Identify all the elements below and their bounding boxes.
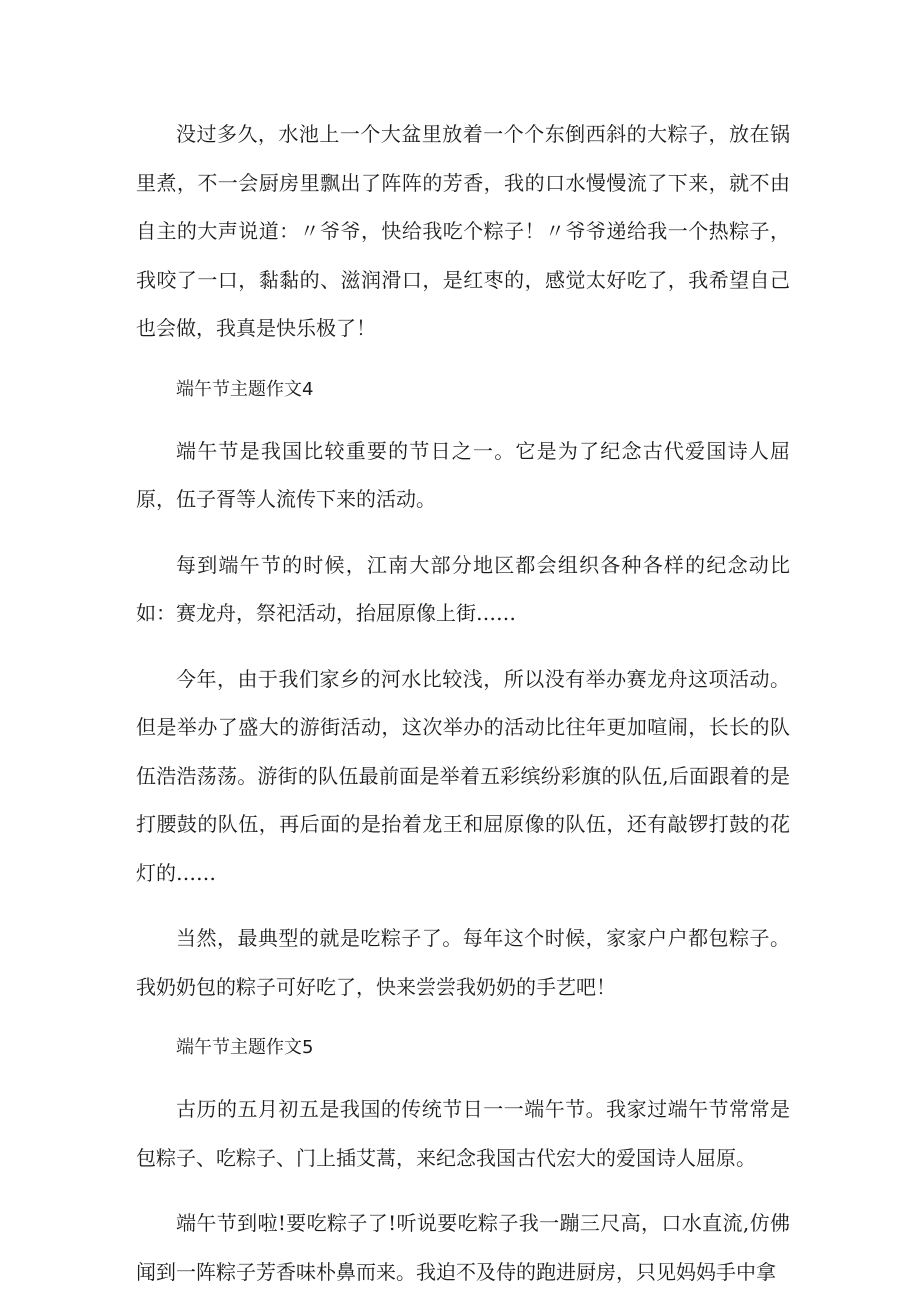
paragraph: 古历的五月初五是我国的传统节日一一端午节。我家过端午节常常是包粽子、吃粽子、门上插艾蒿，来纪念我国古代宏大的爱国诗人屈原。 — [136, 1097, 790, 1170]
paragraph: 端午节是我国比较重要的节日之一。它是为了纪念古代爱国诗人屈原，伍子胥等人流传下来的活动。 — [136, 438, 790, 511]
paragraph: 今年，由于我们家乡的河水比较浅，所以没有举办赛龙舟这项活动。但是举办了盛大的游街活动，这次举办的活动比往年更加喧闹，长长的队伍浩浩荡荡。游街的队伍最前面是举着五彩缤纷彩旗的队伍,后面跟着的是打腰鼓的队伍，再后面的是抬着龙王和屈原像的队伍，还有敲锣打鼓的花灯的…… — [136, 666, 790, 885]
paragraph: 当然，最典型的就是吃粽子了。每年这个时候，家家户户都包粽子。我奶奶包的粽子可好吃了，快来尝尝我奶奶的手艺吧！ — [136, 926, 790, 999]
section-heading: 端午节主题作文5 — [176, 1037, 314, 1058]
document-page — [136, 110, 790, 1313]
paragraph: 端午节到啦!要吃粽子了!听说要吃粽子我一蹦三尺高，口水直流,仿佛闻到一阵粽子芳香味朴鼻而来。我迫不及侍的跑进厨房，只见妈妈手中拿 — [136, 1211, 790, 1284]
section-heading: 端午节主题作文4 — [176, 378, 314, 400]
paragraph: 每到端午节的时候，江南大部分地区都会组织各种各样的纪念动比如：赛龙舟，祭祀活动，抬屈原像上街…… — [136, 552, 790, 625]
paragraph: 没过多久，水池上一个大盆里放着一个个东倒西斜的大粽子，放在锅里煮，不一会厨房里飘出了阵阵的芳香，我的口水慢慢流了下来，就不由自主的大声说道：〃爷爷，快给我吃个粽子！〃爷爷递给我一个热粽子，我咬了一口，黏黏的、滋润滑口，是红枣的，感觉太好吃了，我希望自己也会做，我真是快乐极了！ — [136, 122, 790, 340]
